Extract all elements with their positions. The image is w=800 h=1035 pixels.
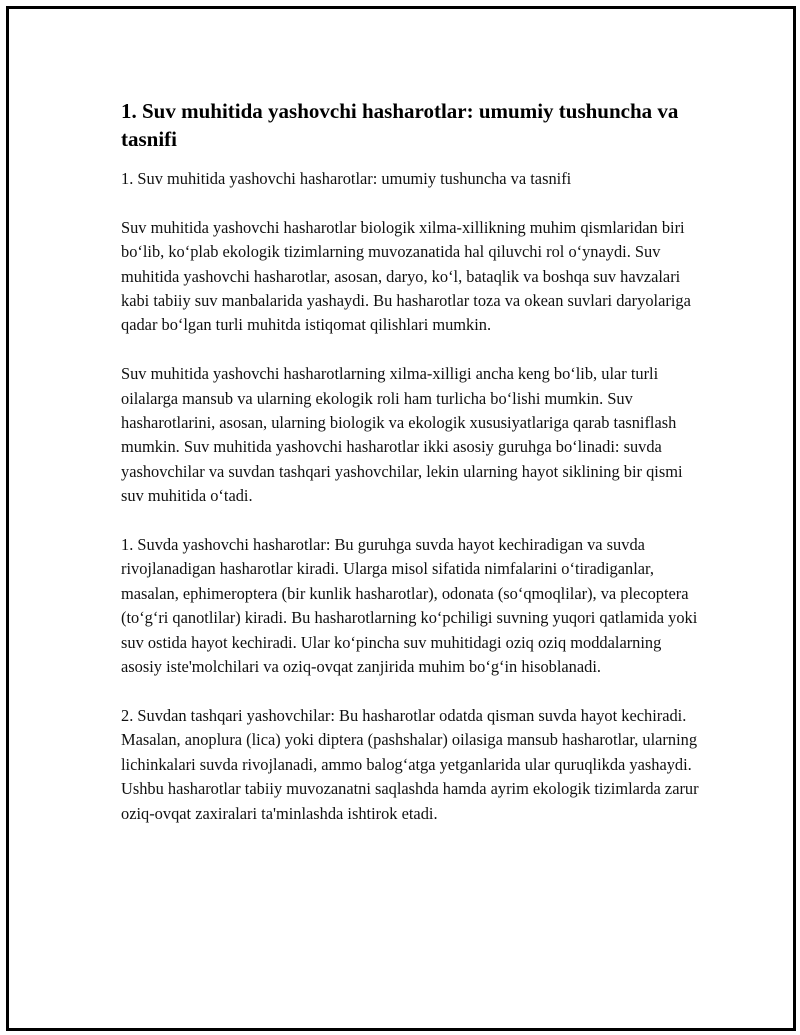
document-title: 1. Suv muhitida yashovchi hasharotlar: umumiy tushuncha va tasnifi: [121, 99, 679, 151]
aquatic-insects-paragraph: 1. Suvda yashovchi hasharotlar: Bu guruhga suvda hayot kechiradigan va suvda rivojlanadigan hasharotlar kiradi. Ularga misol sifatida nimfalarini o‘tiradiganlar, masalan, ephimeroptera (bir kunlik hasharotlar), odonata (so‘qmoqlilar), va plecoptera (to‘g‘ri qanotlilar) kiradi. Bu hasharotlarning ko‘pchiligi suvning yuqori qatlamida yoki suv ostida hayot kechiradi. Ular ko‘pincha suv muhitidagi oziq oziq moddalarning asosiy iste'molchilari va oziq-ovqat zanjirida muhim bo‘g‘in hisoblanadi.: [121, 535, 698, 677]
intro-paragraph: Suv muhitida yashovchi hasharotlar biologik xilma-xillikning muhim qismlaridan biri bo‘lib, ko‘plab ekologik tizimlarning muvozanatida hal qiluvchi rol o‘ynaydi. Suv muhitida yashovchi hasharotlar, asosan, daryo, ko‘l, bataqlik va boshqa suv havzalari kabi tabiiy suv manbalarida yashaydi. Bu hasharotlar toza va okean suvlari daryolariga qadar bo‘lgan turli muhitda istiqomat qilishlari mumkin.: [121, 217, 691, 335]
semi-aquatic-insects-paragraph: 2. Suvdan tashqari yashovchilar: Bu hasharotlar odatda qisman suvda hayot kechiradi. Masalan, anoplura (lica) yoki diptera (pashshalar) oilasiga mansub hasharotlar, ularning lichinkalari suvda rivojlanadi, ammo balog‘atga yetganlarida ular quruqlikda yashaydi. Ushbu hasharotlar tabiiy muvozanatni saqlashda hamda ayrim ekologik tizimlarda zarur oziq-ovqat zaxiralari ta'minlashda ishtirok etadi.: [121, 705, 699, 823]
classification-paragraph: Suv muhitida yashovchi hasharotlarning xilma-xilligi ancha keng bo‘lib, ular turli oilalarga mansub va ularning ekologik roli ham turlicha bo‘lishi mumkin. Suv hasharotlarini, asosan, ularning biologik va ekologik xususiyatlariga qarab tasniflash mumkin. Suv muhitida yashovchi hasharotlar ikki asosiy guruhga bo‘linadi: suvda yashovchilar va suvdan tashqari yashovchilar, lekin ularning hayot siklining bir qismi suv muhitida o‘tadi.: [121, 364, 683, 506]
section-heading-paragraph: 1. Suv muhitida yashovchi hasharotlar: umumiy tushuncha va tasnifi: [121, 169, 572, 188]
document-body: [121, 97, 701, 850]
page-frame: [6, 6, 796, 1031]
